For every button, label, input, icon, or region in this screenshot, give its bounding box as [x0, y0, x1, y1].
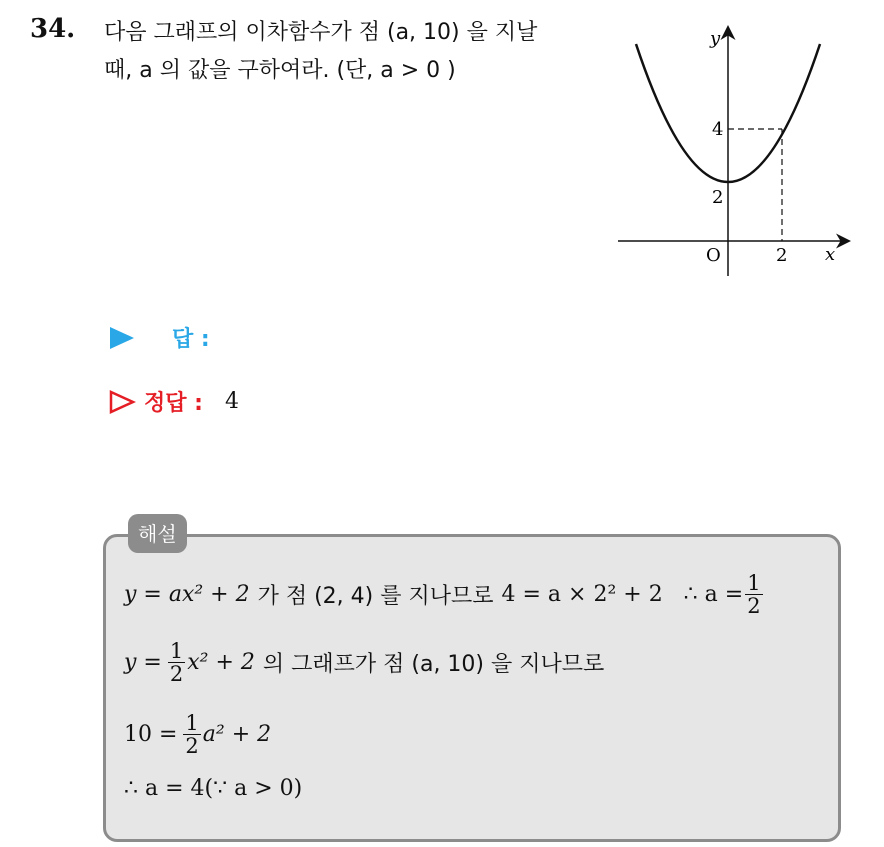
y-axis-label: y [710, 28, 721, 49]
solution-line-1 [124, 572, 765, 617]
question-number: 34. [30, 14, 76, 44]
parabola-graph [610, 20, 860, 285]
solution-eq-3a: 10 = [124, 722, 178, 747]
answer-row [108, 322, 210, 353]
solution-line-4 [124, 776, 302, 801]
correct-answer-row [108, 386, 239, 417]
fraction-half: $\frac{1}{2}$ [747, 571, 761, 618]
question-line-1: 다음 그래프의 이차함수가 점 (a, 10) 을 지날 [104, 20, 538, 45]
filled-triangle-icon [108, 325, 136, 351]
fraction-half: $\frac{1}{2}$ [185, 711, 199, 758]
solution-line-2 [124, 640, 612, 685]
tick-x-2: 2 [776, 245, 788, 266]
solution-tag: 해설 [128, 514, 187, 553]
correct-answer-label: 정답 : [144, 391, 203, 416]
solution-text-1: 가 점 (2, 4) 를 지나므로 [257, 584, 494, 609]
x-axis-label: x [825, 244, 836, 265]
solution-eq-4: ∴ a = 4(∵ a > 0) [124, 776, 303, 801]
solution-line-3 [124, 712, 271, 757]
solution-text-2: 의 그래프가 점 (a, 10) 을 지나므로 [262, 652, 605, 677]
tick-y-4: 4 [712, 119, 724, 140]
solution-eq-2b: x² + 2 [187, 650, 255, 675]
solution-eq-1b: 4 = a × 2² + 2 ∴ a = [501, 582, 744, 607]
tick-y-2: 2 [712, 187, 724, 208]
question-line-2: 때, a 의 값을 구하여라. (단, a > 0 ) [104, 58, 456, 83]
question-text [104, 14, 604, 90]
fraction-half: $\frac{1}{2}$ [169, 639, 184, 686]
solution-eq-3b: a² + 2 [202, 722, 272, 747]
correct-answer-value: 4 [224, 389, 239, 414]
solution-eq-1: y = ax² + 2 [124, 582, 250, 607]
outline-triangle-icon [108, 389, 136, 415]
solution-eq-2a: y = [124, 650, 162, 675]
origin-label: O [706, 245, 721, 266]
answer-label: 답 : [172, 327, 210, 352]
